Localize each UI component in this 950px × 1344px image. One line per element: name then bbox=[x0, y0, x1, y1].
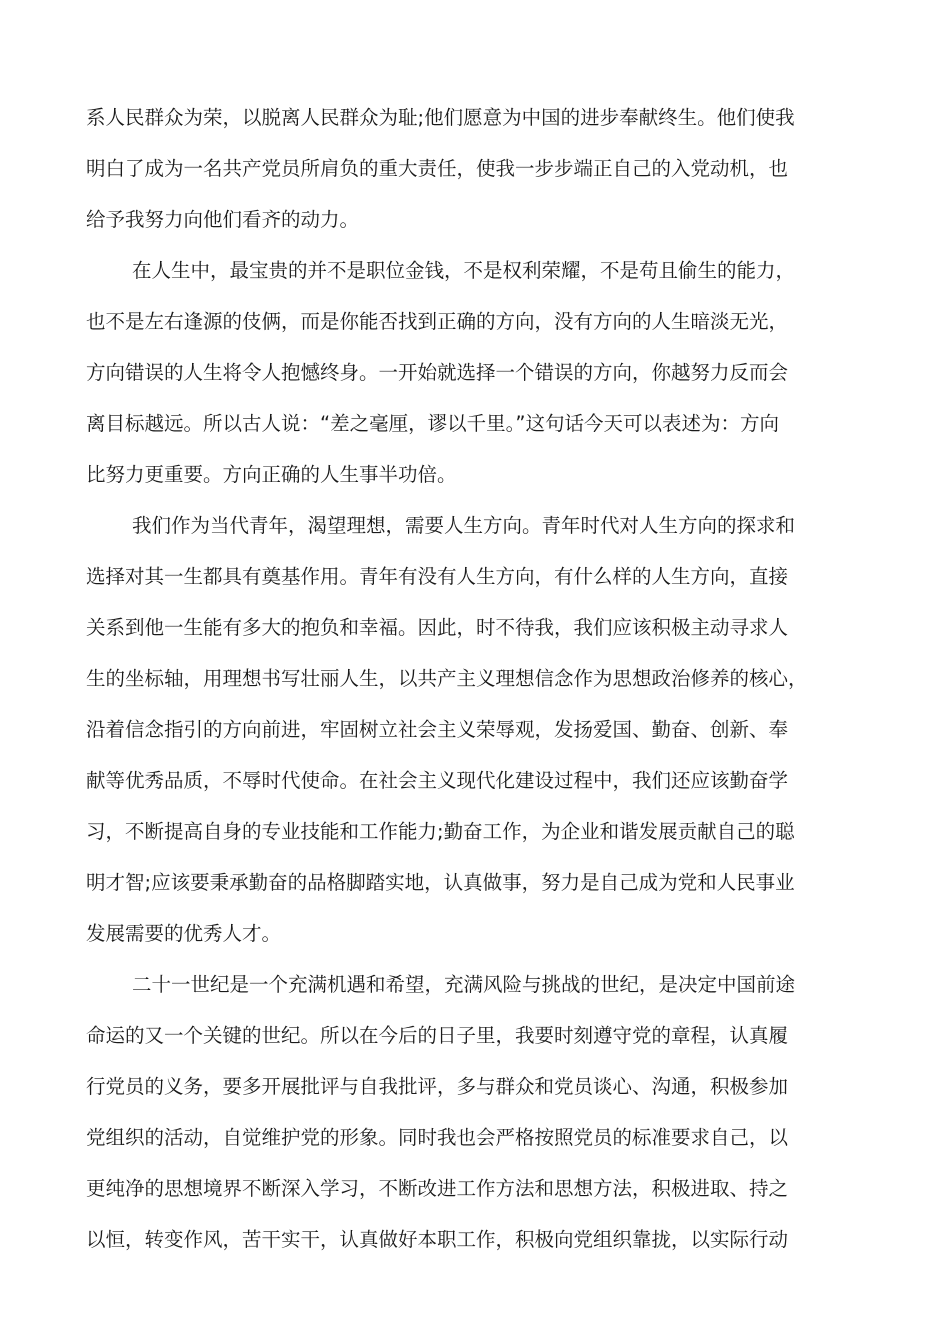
text-line: 选择对其一生都具有奠基作用。青年有没有人生方向，有什么样的人生方向，直接 bbox=[86, 565, 789, 588]
text-line: 发展需要的优秀人才。 bbox=[86, 922, 282, 945]
text-line: 系人民群众为荣，以脱离人民群众为耻;他们愿意为中国的进步奉献终生。他们使我 bbox=[86, 106, 795, 129]
paragraph-1 bbox=[86, 92, 866, 245]
text-line: 命运的又一个关键的世纪。所以在今后的日子里，我要时刻遵守党的章程，认真履 bbox=[86, 1024, 789, 1047]
text-line: 明才智;应该要秉承勤奋的品格脚踏实地，认真做事，努力是自己成为党和人民事业 bbox=[86, 871, 795, 894]
paragraph-2 bbox=[86, 245, 866, 500]
text-line: 也不是左右逢源的伎俩，而是你能否找到正确的方向，没有方向的人生暗淡无光， bbox=[86, 310, 789, 333]
text-line: 我们作为当代青年，渴望理想，需要人生方向。青年时代对人生方向的探求和 bbox=[132, 514, 796, 537]
text-line: 方向错误的人生将令人抱憾终身。一开始就选择一个错误的方向，你越努力反而会 bbox=[86, 361, 789, 384]
text-line: 二十一世纪是一个充满机遇和希望，充满风险与挑战的世纪，是决定中国前途 bbox=[132, 973, 796, 996]
text-line: 在人生中，最宝贵的并不是职位金钱，不是权利荣耀，不是苟且偷生的能力， bbox=[132, 259, 796, 282]
text-line: 更纯净的思想境界不断深入学习，不断改进工作方法和思想方法，积极进取、持之 bbox=[86, 1177, 789, 1200]
text-line: 明白了成为一名共产党员所肩负的重大责任，使我一步步端正自己的入党动机，也 bbox=[86, 157, 789, 180]
text-line: 行党员的义务，要多开展批评与自我批评，多与群众和党员谈心、沟通，积极参加 bbox=[86, 1075, 789, 1098]
paragraph-3 bbox=[86, 500, 866, 959]
text-line: 比努力更重要。方向正确的人生事半功倍。 bbox=[86, 463, 457, 486]
text-line: 党组织的活动，自觉维护党的形象。同时我也会严格按照党员的标准要求自己，以 bbox=[86, 1126, 789, 1149]
text-line: 沿着信念指引的方向前进，牢固树立社会主义荣辱观，发扬爱国、勤奋、创新、奉 bbox=[86, 718, 789, 741]
text-line: 给予我努力向他们看齐的动力。 bbox=[86, 208, 360, 231]
text-line: 关系到他一生能有多大的抱负和幸福。因此，时不待我，我们应该积极主动寻求人 bbox=[86, 616, 789, 639]
text-line: 献等优秀品质，不辱时代使命。在社会主义现代化建设过程中，我们还应该勤奋学 bbox=[86, 769, 789, 792]
text-line: 生的坐标轴，用理想书写壮丽人生，以共产主义理想信念作为思想政治修养的核心， bbox=[86, 667, 808, 690]
text-line: 离目标越远。所以古人说：“差之毫厘，谬以千里。”这句话今天可以表述为：方向 bbox=[86, 412, 779, 435]
text-line: 习，不断提高自身的专业技能和工作能力;勤奋工作，为企业和谐发展贡献自己的聪 bbox=[86, 820, 795, 843]
paragraph-4 bbox=[86, 959, 866, 1265]
text-line: 以恒，转变作风，苦干实干，认真做好本职工作，积极向党组织靠拢，以实际行动 bbox=[86, 1228, 789, 1251]
document-body bbox=[86, 92, 866, 1265]
